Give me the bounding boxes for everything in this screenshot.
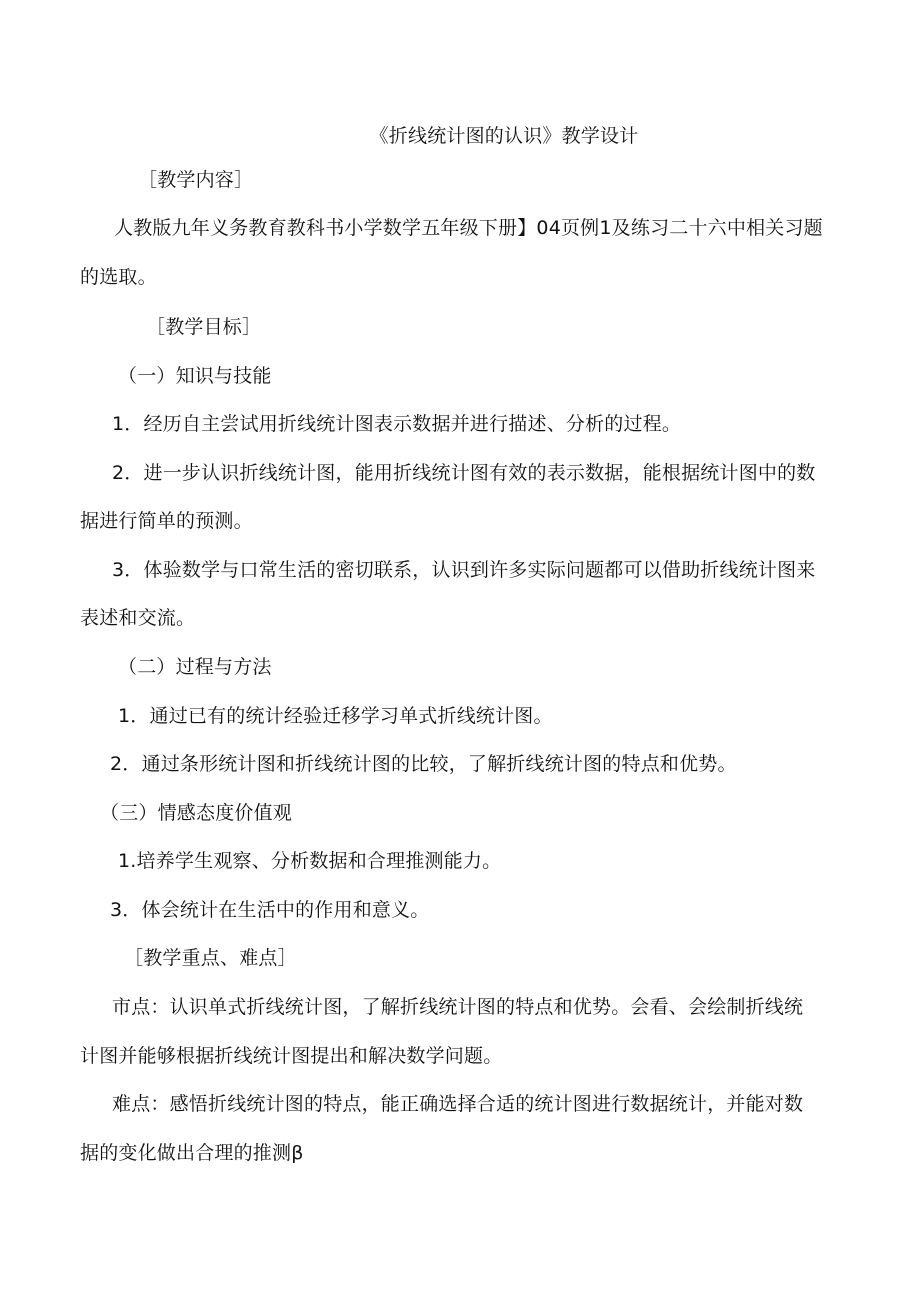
goal-item-3-line-2: 表述和交流。 (80, 607, 196, 629)
subheading-knowledge-skills: （一）知识与技能 (118, 365, 272, 387)
difficult-point-line-1: 难点：感悟折线统计图的特点，能正确选择合适的统计图进行数据统计，并能对数 (112, 1093, 804, 1115)
key-point-line-1: 市点：认识单式折线统计图，了解折线统计图的特点和优势。会看、会绘制折线统 (112, 996, 804, 1018)
goal-item-2-line-2: 据进行简单的预测。 (80, 510, 253, 532)
goal-item-3-line-1: 3．体验数学与口常生活的密切联系，认识到许多实际问题都可以借助折线统计图来 (112, 559, 816, 581)
process-item-1: 1．通过已有的统计经验迁移学习单式折线统计图。 (118, 705, 553, 727)
heading-key-difficult-points: ［教学重点、难点］ (124, 947, 297, 969)
emotion-item-2: 3．体会统计在生活中的作用和意义。 (110, 899, 430, 921)
document-title: 《折线统计图的认识》教学设计 (369, 125, 639, 147)
goal-item-2-line-1: 2．进一步认识折线统计图，能用折线统计图有效的表示数据，能根据统计图中的数 (112, 462, 816, 484)
key-point-line-2: 计图并能够根据折线统计图提出和解决数学问题。 (80, 1045, 503, 1067)
difficult-point-line-2: 据的变化做出合理的推测β (80, 1142, 304, 1164)
subheading-emotion-values: （三）情感态度价值观 (100, 802, 293, 824)
process-item-2: 2．通过条形统计图和折线统计图的比较，了解折线统计图的特点和优势。 (110, 753, 737, 775)
emotion-item-1: 1.培养学生观察、分析数据和合理推测能力。 (118, 850, 502, 872)
goal-item-1: 1．经历自主尝试用折线统计图表示数据并进行描述、分析的过程。 (112, 413, 682, 435)
heading-teaching-content: ［教学内容］ (138, 169, 254, 191)
content-paragraph-line-2: 的选取。 (80, 266, 157, 288)
heading-teaching-goals: ［教学目标］ (146, 316, 262, 338)
subheading-process-methods: （二）过程与方法 (118, 656, 272, 678)
content-paragraph-line-1: 人教版九年义务教育教科书小学数学五年级下册】04页例1及练习二十六中相关习题 (114, 217, 823, 239)
